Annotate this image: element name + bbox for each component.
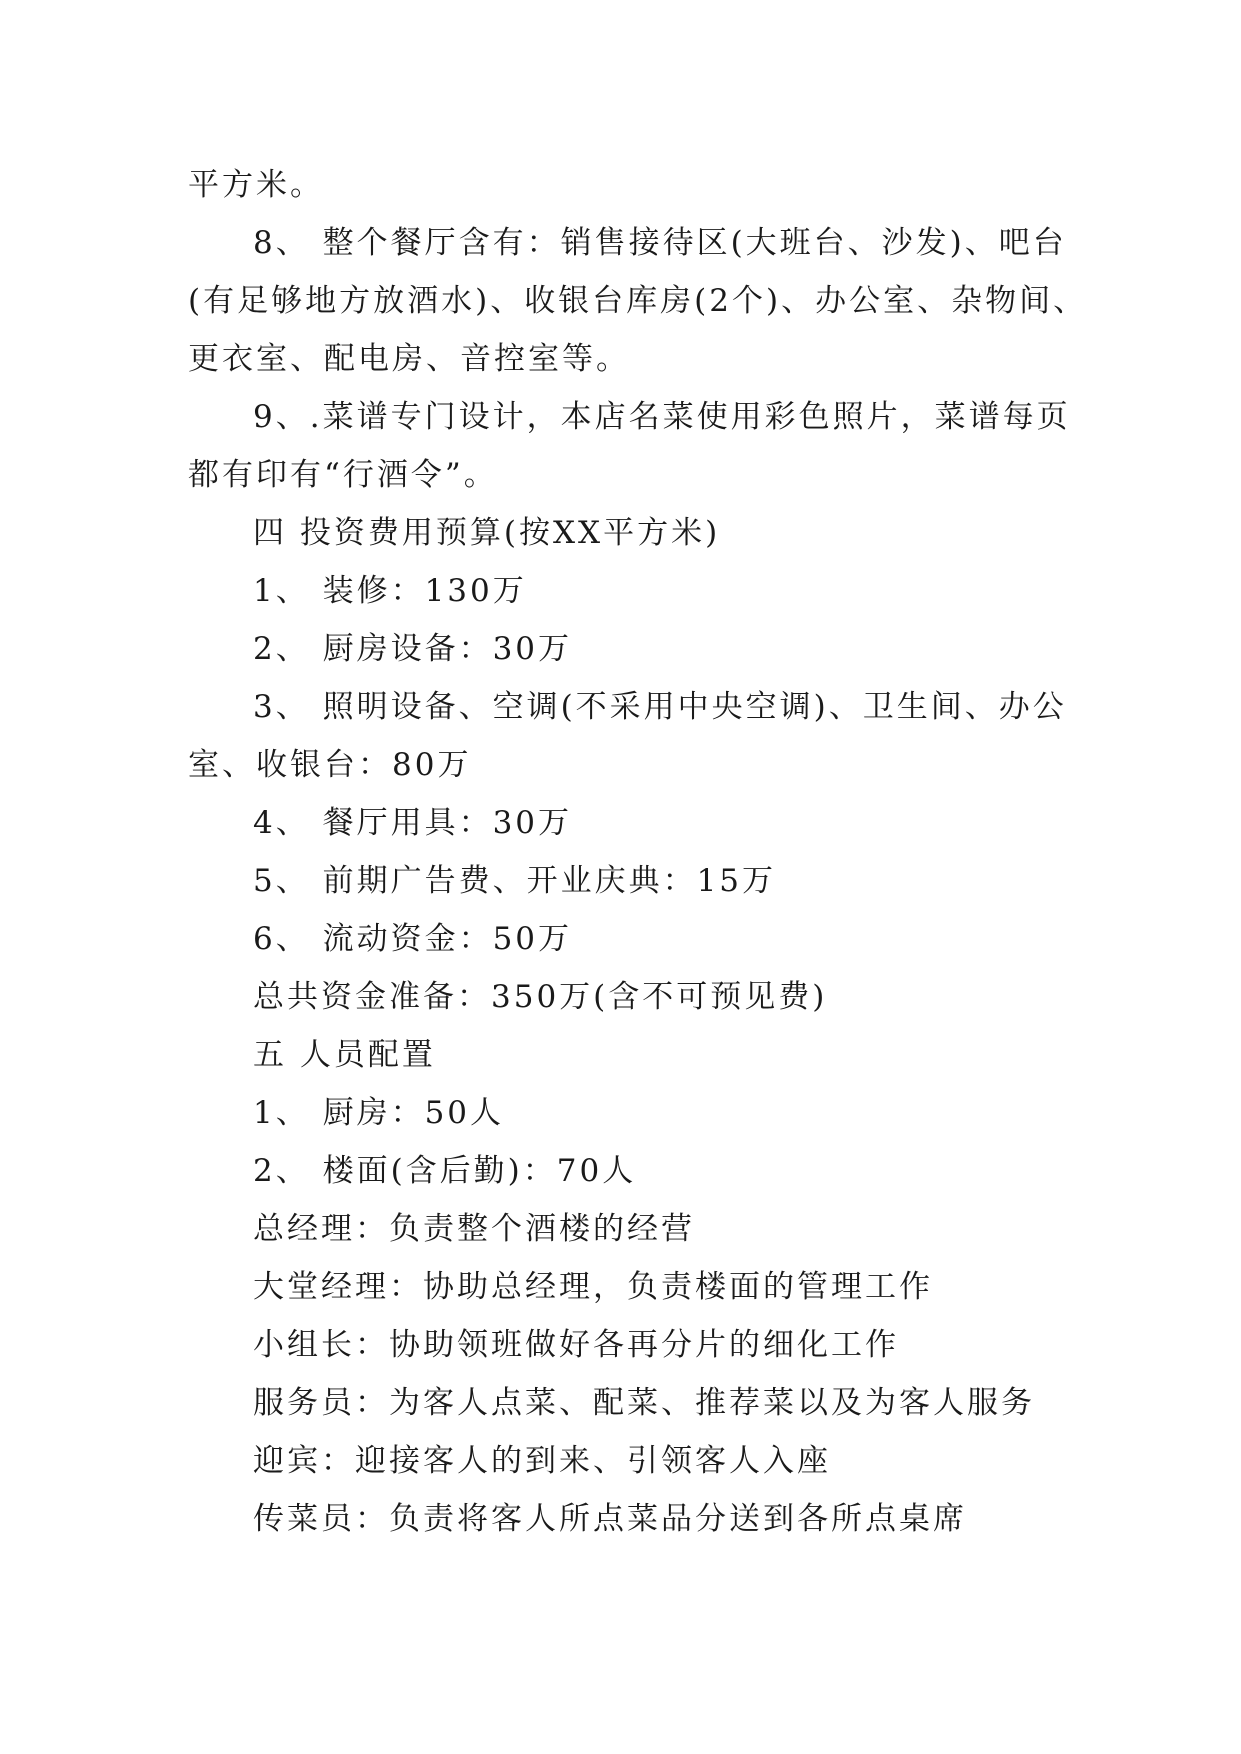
text-line: 1、 装修：130万 (253, 573, 527, 609)
text-line: 平方米。 (188, 167, 324, 203)
text-line: 更衣室、配电房、音控室等。 (188, 341, 630, 377)
text-line: 8、 整个餐厅含有：销售接待区(大班台、沙发)、吧台 (253, 225, 1067, 261)
text-line: 2、 厨房设备：30万 (253, 631, 573, 667)
text-line: 4、 餐厅用具：30万 (253, 805, 573, 841)
text-line: 室、收银台：80万 (188, 747, 472, 783)
text-line: 总共资金准备：350万(含不可预见费) (253, 979, 828, 1015)
text-line: 都有印有“行酒令”。 (188, 457, 498, 493)
text-line: 总经理：负责整个酒楼的经营 (253, 1211, 695, 1247)
section-heading: 四 投资费用预算(按XX平方米) (253, 515, 721, 551)
section-heading: 五 人员配置 (253, 1037, 436, 1073)
text-line: 2、 楼面(含后勤)：70人 (253, 1153, 637, 1189)
text-line: 1、 厨房：50人 (253, 1095, 505, 1131)
text-line: 小组长：协助领班做好各再分片的细化工作 (253, 1327, 899, 1363)
text-line: 6、 流动资金：50万 (253, 921, 573, 957)
text-line: 9、.菜谱专门设计，本店名菜使用彩色照片，菜谱每页 (253, 399, 1071, 435)
text-line: 传菜员：负责将客人所点菜品分送到各所点桌席 (253, 1501, 967, 1537)
text-line: 大堂经理：协助总经理，负责楼面的管理工作 (253, 1269, 933, 1305)
text-line: 5、 前期广告费、开业庆典：15万 (253, 863, 777, 899)
text-line: 迎宾：迎接客人的到来、引领客人入座 (253, 1443, 831, 1479)
text-line: (有足够地方放酒水)、收银台库房(2个)、办公室、杂物间、 (188, 283, 1088, 319)
text-line: 服务员：为客人点菜、配菜、推荐菜以及为客人服务 (253, 1385, 1035, 1421)
text-line: 3、 照明设备、空调(不采用中央空调)、卫生间、办公 (253, 689, 1067, 725)
